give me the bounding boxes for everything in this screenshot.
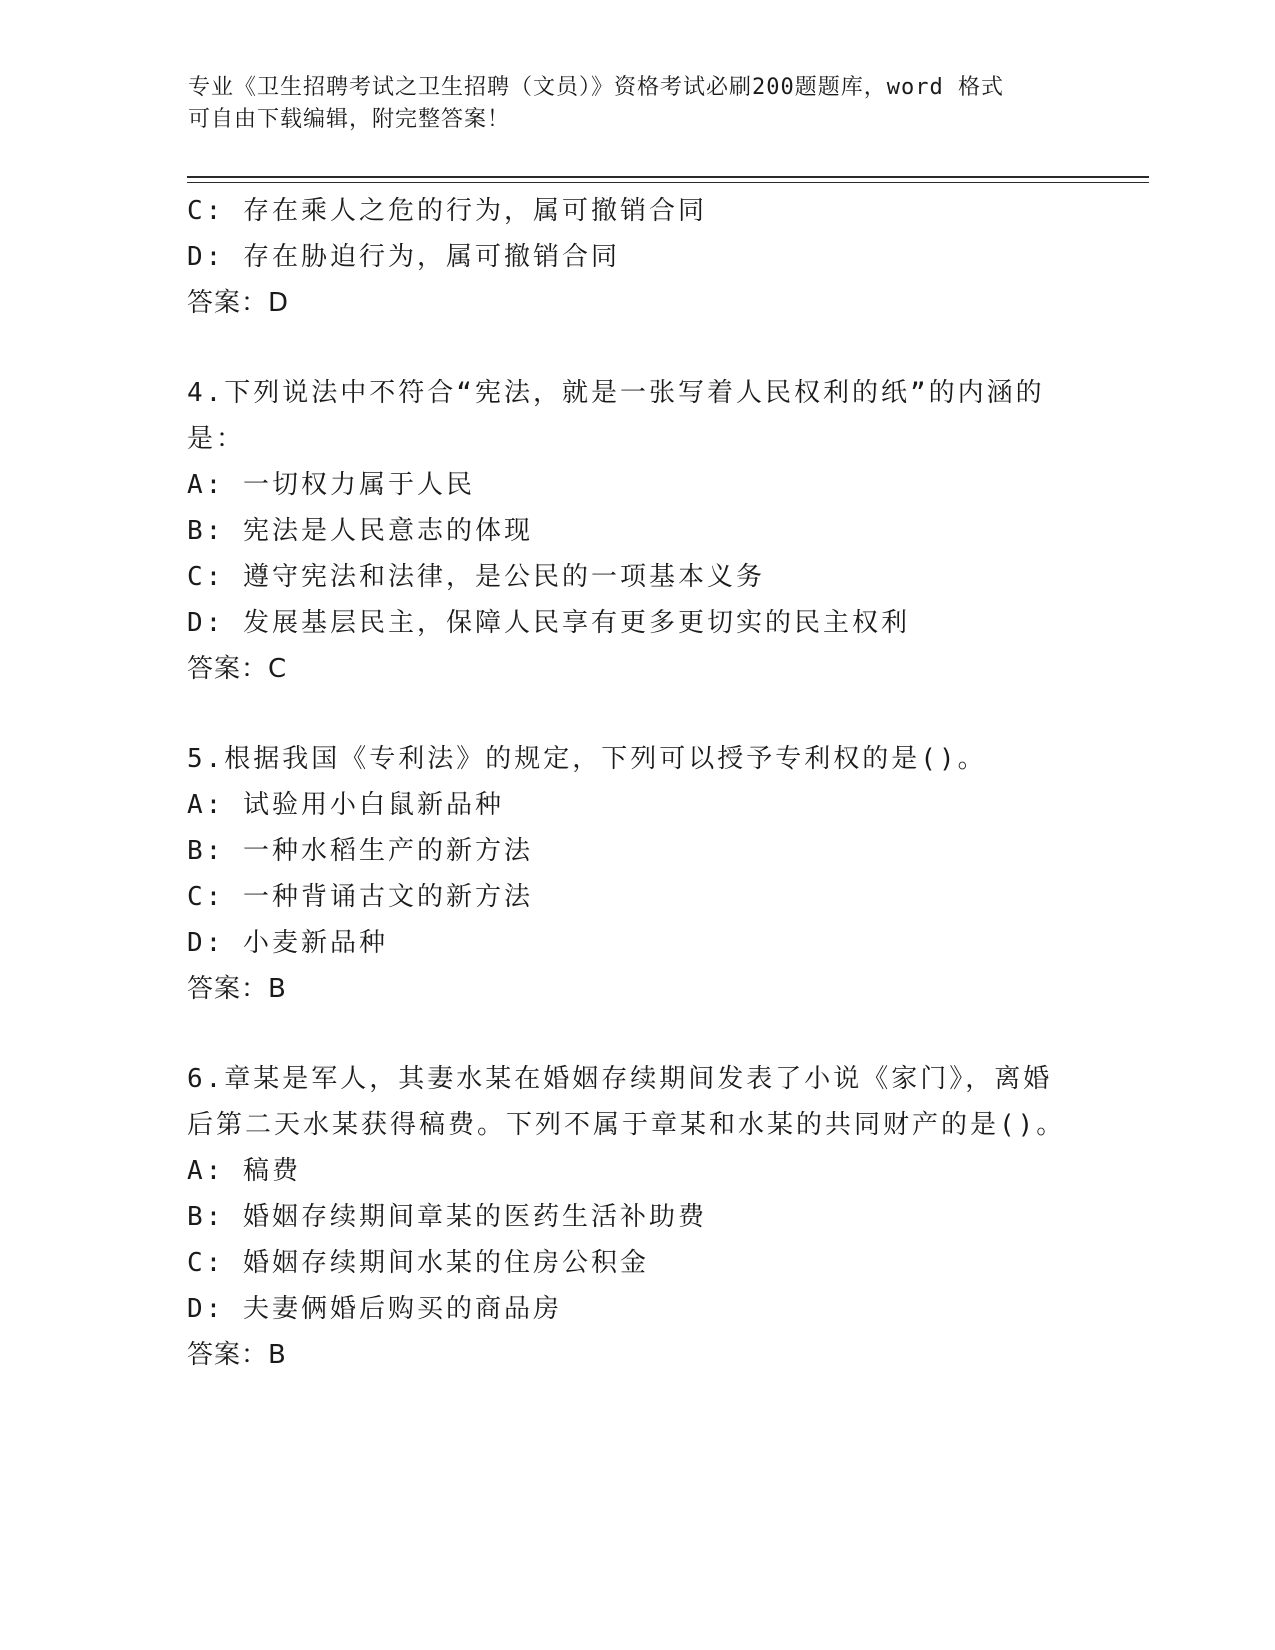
option-c: C: 一种背诵古文的新方法	[187, 882, 533, 912]
document-header	[188, 72, 1068, 136]
header-line-2: 可自由下载编辑，附完整答案！	[188, 107, 511, 132]
option-d: D: 发展基层民主，保障人民享有更多更切实的民主权利	[187, 608, 910, 638]
question-5	[187, 736, 1067, 1012]
answer-line: 答案：C	[187, 654, 288, 684]
header-rule	[187, 176, 1149, 178]
answer-line: 答案：B	[187, 1340, 287, 1370]
option-c: C: 遵守宪法和法律，是公民的一项基本义务	[187, 562, 765, 592]
question-text-line: 后第二天水某获得稿费。下列不属于章某和水某的共同财产的是()。	[187, 1110, 1066, 1140]
question-3-continuation	[187, 188, 1067, 326]
document-body	[187, 188, 1067, 1378]
spacer	[187, 326, 1067, 370]
option-d: D: 存在胁迫行为，属可撤销合同	[187, 242, 620, 272]
header-rule-thin	[187, 182, 1149, 183]
spacer	[187, 692, 1067, 736]
header-line-1: 专业《卫生招聘考试之卫生招聘（文员）》资格考试必刷200题题库，word 格式	[188, 75, 1004, 100]
question-text-line: 4.下列说法中不符合“宪法，就是一张写着人民权利的纸”的内涵的	[187, 378, 1045, 408]
option-a: A: 试验用小白鼠新品种	[187, 790, 504, 820]
option-b: B: 宪法是人民意志的体现	[187, 516, 533, 546]
spacer	[187, 1012, 1067, 1056]
option-a: A: 一切权力属于人民	[187, 470, 475, 500]
option-a: A: 稿费	[187, 1156, 301, 1186]
question-4	[187, 370, 1067, 692]
option-d: D: 夫妻俩婚后购买的商品房	[187, 1294, 562, 1324]
option-c: C: 婚姻存续期间水某的住房公积金	[187, 1248, 649, 1278]
option-d: D: 小麦新品种	[187, 928, 388, 958]
question-text-line: 是：	[187, 424, 246, 454]
question-text-line: 6.章某是军人，其妻水某在婚姻存续期间发表了小说《家门》，离婚	[187, 1064, 1053, 1094]
question-text-line: 5.根据我国《专利法》的规定，下列可以授予专利权的是()。	[187, 744, 987, 774]
option-c: C: 存在乘人之危的行为，属可撤销合同	[187, 196, 707, 226]
answer-line: 答案：D	[187, 288, 290, 318]
question-6	[187, 1056, 1067, 1378]
answer-line: 答案：B	[187, 974, 287, 1004]
option-b: B: 婚姻存续期间章某的医药生活补助费	[187, 1202, 707, 1232]
option-b: B: 一种水稻生产的新方法	[187, 836, 533, 866]
